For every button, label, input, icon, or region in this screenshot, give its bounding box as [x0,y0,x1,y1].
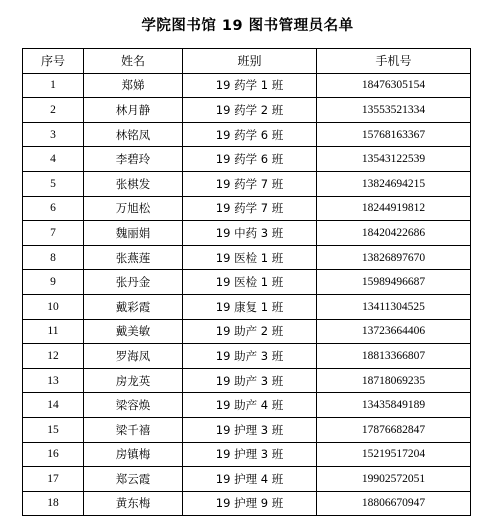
cell-name: 房龙英 [84,368,183,393]
cell-phone: 18806670947 [317,491,471,516]
header-index: 序号 [23,49,84,74]
cell-name: 林铭凤 [84,122,183,147]
cell-index: 17 [23,467,84,492]
cell-class: 19 助产 3 班 [183,368,317,393]
cell-index: 7 [23,221,84,246]
cell-index: 6 [23,196,84,221]
cell-class: 19 药学 2 班 [183,98,317,123]
table-row [23,442,471,467]
cell-class: 19 护理 4 班 [183,467,317,492]
cell-index: 18 [23,491,84,516]
cell-phone: 13826897670 [317,245,471,270]
table-row [23,270,471,295]
cell-phone: 13553521334 [317,98,471,123]
cell-phone: 15989496687 [317,270,471,295]
cell-name: 林月静 [84,98,183,123]
cell-index: 12 [23,344,84,369]
table-row [23,319,471,344]
cell-class: 19 药学 7 班 [183,171,317,196]
cell-phone: 18244919812 [317,196,471,221]
cell-phone: 13824694215 [317,171,471,196]
cell-phone: 15768163367 [317,122,471,147]
cell-class: 19 护理 9 班 [183,491,317,516]
header-name: 姓名 [84,49,183,74]
cell-phone: 18813366807 [317,344,471,369]
cell-phone: 18476305154 [317,73,471,98]
table-body [23,73,471,516]
cell-name: 张燕莲 [84,245,183,270]
cell-class: 19 中药 3 班 [183,221,317,246]
table-row [23,491,471,516]
cell-phone: 15219517204 [317,442,471,467]
cell-phone: 18420422686 [317,221,471,246]
cell-index: 16 [23,442,84,467]
cell-class: 19 医检 1 班 [183,270,317,295]
header-phone: 手机号 [317,49,471,74]
cell-phone: 18718069235 [317,368,471,393]
cell-class: 19 助产 2 班 [183,319,317,344]
table-row [23,98,471,123]
cell-phone: 13411304525 [317,294,471,319]
cell-phone: 13543122539 [317,147,471,172]
cell-index: 5 [23,171,84,196]
cell-index: 9 [23,270,84,295]
cell-name: 郑云霞 [84,467,183,492]
cell-class: 19 护理 3 班 [183,417,317,442]
cell-index: 3 [23,122,84,147]
table-row [23,245,471,270]
cell-phone: 13723664406 [317,319,471,344]
table-row [23,393,471,418]
cell-class: 19 药学 7 班 [183,196,317,221]
cell-phone: 13435849189 [317,393,471,418]
cell-index: 13 [23,368,84,393]
cell-index: 15 [23,417,84,442]
cell-name: 万旭松 [84,196,183,221]
table-row [23,294,471,319]
cell-name: 梁容焕 [84,393,183,418]
cell-name: 梁千禧 [84,417,183,442]
table-row [23,73,471,98]
table-row [23,147,471,172]
cell-name: 戴美敏 [84,319,183,344]
table-row [23,221,471,246]
cell-class: 19 助产 3 班 [183,344,317,369]
cell-index: 14 [23,393,84,418]
cell-name: 罗海凤 [84,344,183,369]
table-row [23,196,471,221]
cell-name: 郑娣 [84,73,183,98]
cell-class: 19 康复 1 班 [183,294,317,319]
header-class: 班别 [183,49,317,74]
cell-name: 黄东梅 [84,491,183,516]
cell-index: 1 [23,73,84,98]
cell-phone: 17876682847 [317,417,471,442]
cell-class: 19 药学 6 班 [183,122,317,147]
cell-class: 19 助产 4 班 [183,393,317,418]
cell-index: 2 [23,98,84,123]
cell-name: 房镇梅 [84,442,183,467]
cell-name: 张丹金 [84,270,183,295]
table-header-row [23,49,471,74]
cell-class: 19 护理 3 班 [183,442,317,467]
document-title: 学院图书馆 19 图书管理员名单 [141,18,354,34]
table-row [23,344,471,369]
cell-index: 11 [23,319,84,344]
table-row [23,467,471,492]
cell-name: 李碧玲 [84,147,183,172]
cell-name: 张棋发 [84,171,183,196]
cell-index: 8 [23,245,84,270]
cell-index: 4 [23,147,84,172]
cell-name: 戴彩霞 [84,294,183,319]
table-row [23,171,471,196]
table-row [23,417,471,442]
cell-class: 19 药学 6 班 [183,147,317,172]
cell-class: 19 医检 1 班 [183,245,317,270]
cell-phone: 19902572051 [317,467,471,492]
cell-index: 10 [23,294,84,319]
cell-class: 19 药学 1 班 [183,73,317,98]
table-row [23,122,471,147]
librarian-roster-table [22,48,471,516]
cell-name: 魏丽娟 [84,221,183,246]
table-row [23,368,471,393]
